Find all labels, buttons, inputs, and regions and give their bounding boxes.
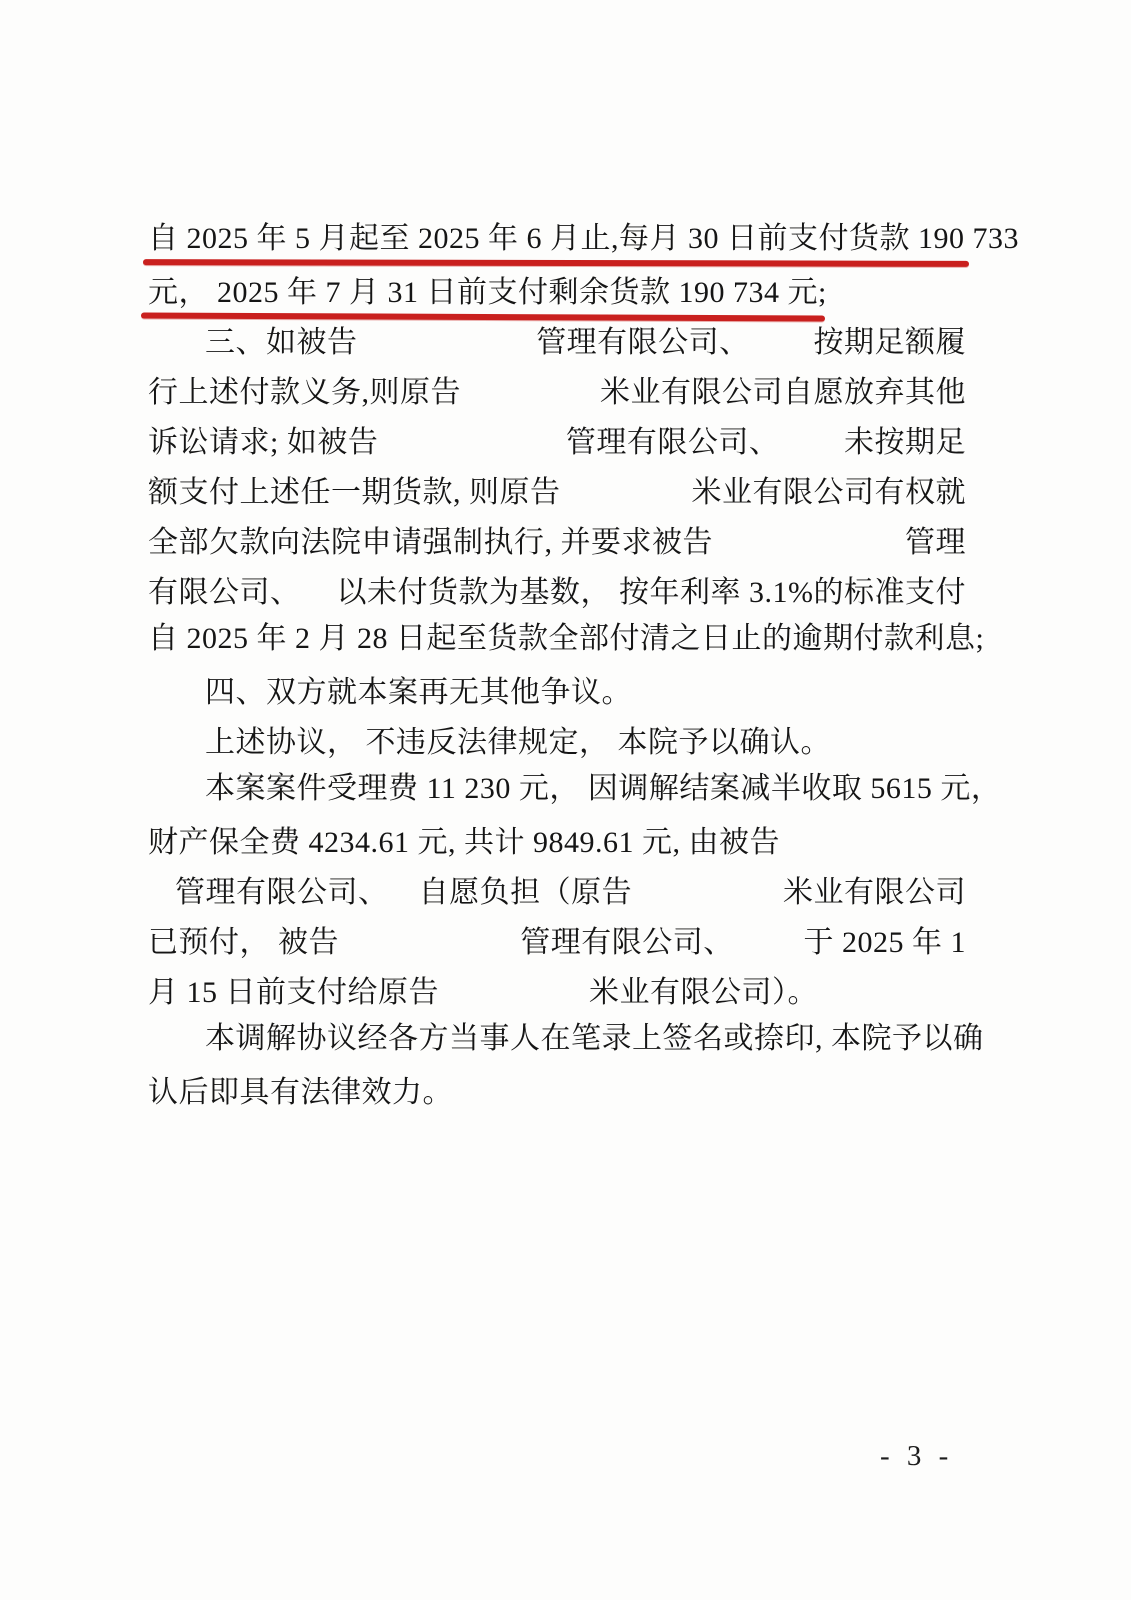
text-line: 本调解协议经各方当事人在笔录上签名或捺印, 本院予以确 bbox=[205, 1022, 984, 1055]
text-segment: 未按期足 bbox=[844, 426, 966, 459]
text-segment: 四、双方就本案再无其他争议。 bbox=[205, 676, 632, 709]
text-segment: 额支付上述任一期货款, 则原告 bbox=[148, 476, 561, 509]
text-line: 自 2025 年 5 月起至 2025 年 6 月止,每月 30 日前支付货款 190 733 bbox=[148, 222, 1019, 255]
text-segment: 财产保全费 4234.61 元, 共计 9849.61 元, 由被告 bbox=[148, 826, 780, 859]
text-segment: 管理有限公司、 bbox=[175, 876, 389, 909]
redaction-gap bbox=[461, 389, 600, 390]
text-line bbox=[148, 914, 966, 964]
text-line bbox=[148, 414, 966, 464]
text-segment: 行上述付款义务,则原告 bbox=[148, 376, 461, 409]
text-segment: 全部欠款向法院申请强制执行, 并要求被告 bbox=[148, 526, 713, 559]
text-segment: 按期足额履 bbox=[813, 326, 966, 359]
text-segment: 有限公司、 bbox=[148, 576, 301, 609]
redaction-gap bbox=[358, 339, 537, 340]
text-segment: 三、如被告 bbox=[205, 326, 358, 359]
text-line bbox=[148, 664, 966, 714]
redaction-gap bbox=[439, 989, 589, 990]
document-body bbox=[148, 214, 1019, 1114]
redaction-gap bbox=[734, 939, 804, 940]
text-segment: 上述协议， 不违反法律规定， 本院予以确认。 bbox=[205, 726, 831, 759]
text-segment: 米业有限公司）。 bbox=[589, 976, 818, 1009]
text-line bbox=[148, 814, 966, 864]
text-segment: 管理有限公司、 bbox=[536, 326, 750, 359]
text-segment: 管理有限公司、 bbox=[565, 426, 780, 459]
text-line: 自 2025 年 2 月 28 日起至货款全部付清之日止的逾期付款利息; bbox=[148, 622, 985, 655]
redaction-gap bbox=[779, 439, 844, 440]
text-segment: 自愿负担（原告 bbox=[418, 876, 633, 909]
text-line bbox=[148, 464, 966, 514]
text-line bbox=[148, 314, 966, 364]
text-segment: 米业有限公司 bbox=[783, 876, 966, 909]
redaction-gap bbox=[389, 889, 419, 890]
text-segment: 米业有限公司有权就 bbox=[691, 476, 966, 509]
text-segment: 认后即具有法律效力。 bbox=[148, 1076, 453, 1109]
text-segment: 管理有限公司、 bbox=[520, 926, 734, 959]
page-number: - 3 - bbox=[880, 1440, 954, 1472]
text-line bbox=[148, 364, 966, 414]
text-segment: 管理 bbox=[905, 526, 966, 559]
text-line bbox=[148, 714, 966, 764]
redaction-gap bbox=[301, 589, 337, 590]
text-line bbox=[148, 564, 966, 614]
redaction-gap bbox=[378, 439, 566, 440]
redaction-gap bbox=[750, 339, 814, 340]
text-segment: 元， 2025 年 7 月 31 日前支付剩余货款 190 734 元; bbox=[148, 276, 827, 309]
text-line bbox=[148, 864, 966, 914]
text-segment: 月 15 日前支付给原告 bbox=[148, 976, 439, 1009]
redaction-gap bbox=[713, 539, 905, 540]
redaction-gap bbox=[632, 889, 783, 890]
text-segment: 以未付货款为基数， 按年利率 3.1%的标准支付 bbox=[336, 576, 966, 609]
text-segment: 诉讼请求; 如被告 bbox=[148, 426, 379, 459]
text-segment: 米业有限公司自愿放弃其他 bbox=[600, 376, 966, 409]
text-segment: 于 2025 年 1 bbox=[803, 926, 966, 959]
text-line: 本案案件受理费 11 230 元， 因调解结案减半收取 5615 元， bbox=[205, 772, 1002, 805]
text-line bbox=[148, 1064, 966, 1114]
text-line bbox=[148, 264, 966, 314]
text-line bbox=[148, 964, 966, 1014]
redaction-gap bbox=[339, 939, 520, 940]
redaction-gap bbox=[561, 489, 692, 490]
text-line bbox=[148, 514, 966, 564]
text-segment: 已预付， 被告 bbox=[148, 926, 339, 959]
